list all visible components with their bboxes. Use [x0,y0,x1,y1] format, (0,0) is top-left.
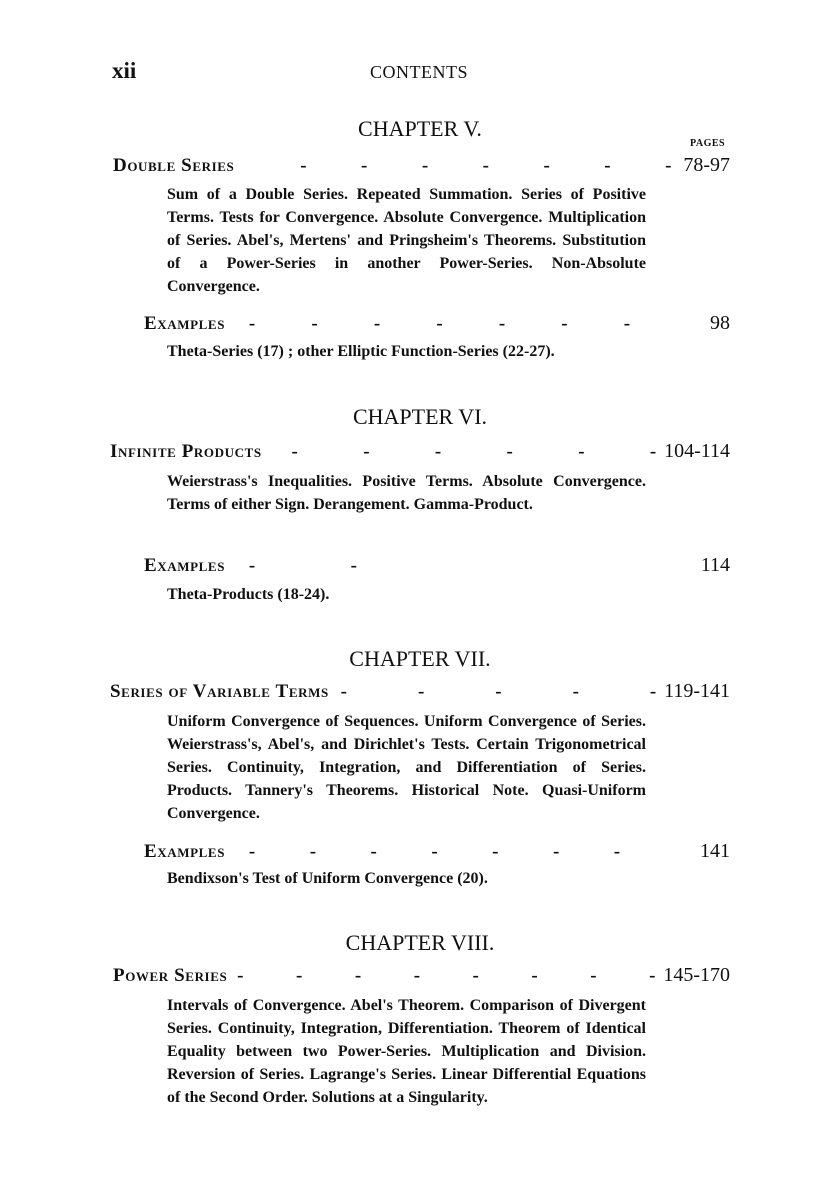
toc-entry-pages: 114 [700,554,730,576]
toc-entry-title: Infinite Products [110,441,262,462]
dot-leader: - - - - - [340,681,657,702]
dot-leader: - - [248,555,357,576]
running-title: CONTENTS [370,62,468,82]
chapter-summary: Sum of a Double Series. Repeated Summation. Series of Positive Terms. Tests for Convergence. Absolute Convergence. Multiplication of Series. Abel's, Mertens' and Pringsheim's Theorems. Substitution of a Power-Series in another Power-Series. Non-Absolute Convergence. [167,186,646,295]
chapter-heading: CHAPTER VII. [349,646,491,671]
toc-entry-pages: 78-97 [683,154,730,176]
chapter-summary: Intervals of Convergence. Abel's Theorem. Comparison of Divergent Series. Continuity, Integration, Differentiation. Theorem of Identical Equality between two Power-Series. Multiplication and Division. Reversion of Series. Lagrange's Series. Linear Differential Equations of the Second Order. Solutions at a Singularity. [167,997,646,1106]
toc-entry-examples[interactable] [144,554,730,577]
dot-leader: - - - - - - - [248,841,621,862]
toc-entry-pages: 145-170 [663,964,730,986]
chapter-summary: Weierstrass's Inequalities. Positive Terms. Absolute Convergence. Terms of either Sign. Derangement. Gamma-Product. [167,473,646,513]
page-number: xii [112,58,137,83]
chapter-heading: CHAPTER V. [358,116,482,141]
toc-entry-title: Double Series [113,155,235,176]
toc-entry-title: Examples [144,313,226,334]
toc-entry-double-series[interactable] [113,154,730,177]
toc-entry-title: Power Series [113,965,228,986]
toc-entry-pages: 98 [710,312,730,334]
toc-entry-examples[interactable] [144,312,730,335]
examples-note: Theta-Series (17) ; other Elliptic Function-Series (22-27). [167,343,555,360]
toc-entry-title: Examples [144,555,226,576]
toc-entry-title: Examples [144,841,226,862]
dot-leader: - - - - - - - - [237,965,656,986]
examples-note: Theta-Products (18-24). [167,586,330,603]
toc-entry-power-series[interactable] [113,964,730,987]
chapter-heading: CHAPTER VIII. [345,930,495,955]
dot-leader: - - - - - - [291,441,657,462]
dot-leader: - - - - - - - [300,155,672,176]
toc-entry-title: Series of Variable Terms [110,681,329,702]
toc-entry-series-of-variable-terms[interactable] [110,680,730,703]
dot-leader: - - - - - - - [248,313,631,334]
toc-entry-pages: 141 [700,840,730,862]
chapter-summary: Uniform Convergence of Sequences. Uniform Convergence of Series. Weierstrass's, Abel's, and Dirichlet's Tests. Certain Trigonometrical Series. Continuity, Integration, and Differentiation of Series. Products. Tannery's Theorems. Historical Note. Quasi-Uniform Convergence. [167,713,646,822]
toc-entry-examples[interactable] [144,840,730,863]
chapter-heading: CHAPTER VI. [352,404,488,429]
toc-entry-infinite-products[interactable] [110,440,730,463]
toc-entry-pages: 119-141 [664,680,730,702]
pages-column-label: PAGES [690,138,726,149]
examples-note: Bendixson's Test of Uniform Convergence (20). [167,870,488,887]
toc-entry-pages: 104-114 [664,440,730,462]
